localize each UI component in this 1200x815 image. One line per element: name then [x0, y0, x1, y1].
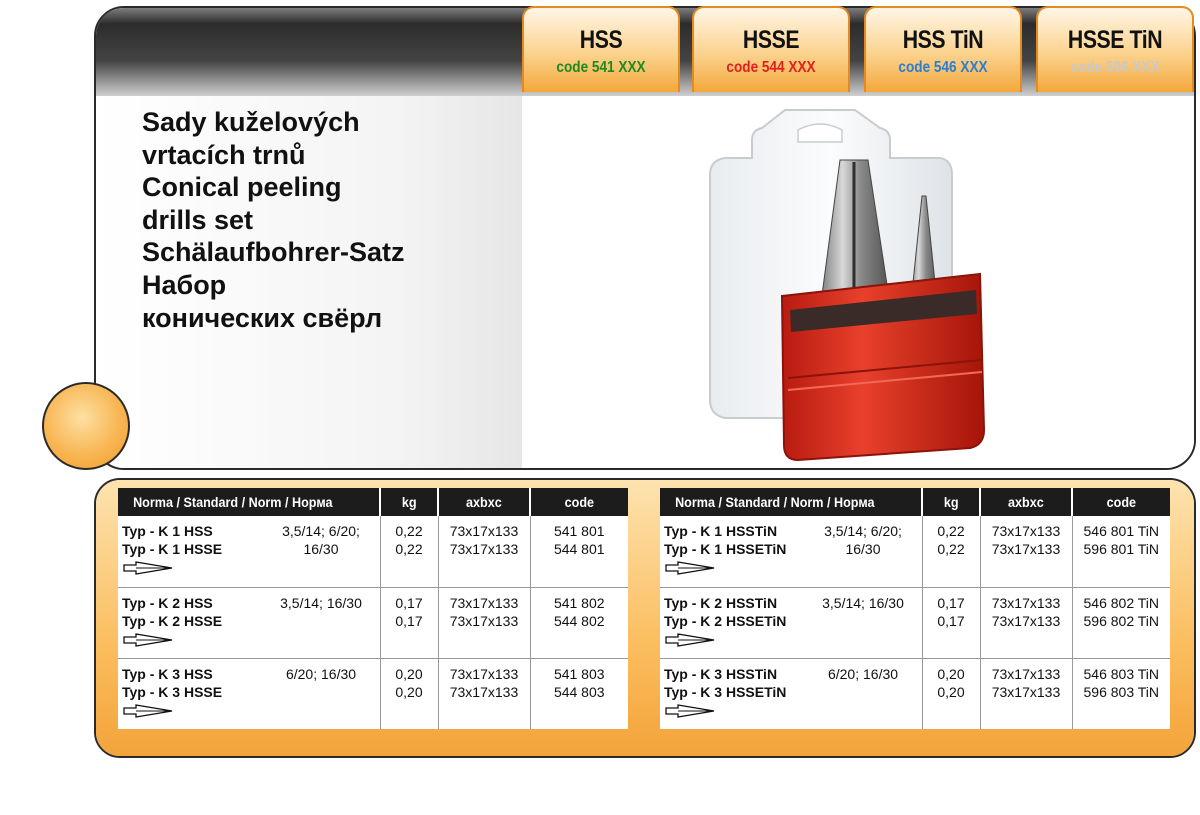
type-name: Typ - K 2 HSS: [122, 594, 213, 611]
table-row: [118, 516, 628, 587]
code-value: 544 803: [553, 683, 605, 700]
tab-code: code 544 XXX: [726, 59, 816, 76]
code-cell: [1072, 516, 1170, 587]
code-value: 541 801: [553, 523, 605, 539]
tab-hsse[interactable]: [692, 6, 850, 92]
col-header-code: code: [530, 488, 628, 516]
specs-table-left: [118, 488, 628, 729]
dimensions-value: 73x17x133: [449, 523, 519, 539]
code-cell: [530, 658, 628, 729]
title-line: Sady kuželových: [142, 107, 360, 137]
col-header-kg: kg: [380, 488, 438, 516]
weight-value: 0,17: [395, 612, 423, 629]
code-value: 596 802 TiN: [1083, 612, 1159, 629]
code-cell: [1072, 587, 1170, 658]
tab-name: HSSE TiN: [1067, 26, 1163, 54]
conical-drill-icon: [122, 632, 174, 648]
weight-value: 0,22: [937, 523, 965, 539]
tab-code: code 596 XXX: [1070, 59, 1160, 76]
weight-cell: [922, 516, 980, 587]
diameter-range: 3,5/14; 6/20; 16/30: [282, 523, 360, 557]
type-name: Typ - K 3 HSSETiN: [664, 683, 787, 700]
weight-value: 0,17: [395, 594, 423, 611]
title-line: vrtacích trnů: [142, 139, 306, 170]
diameter-range: 3,5/14; 6/20; 16/30: [824, 523, 902, 557]
type-name: Typ - K 3 HSSE: [122, 683, 223, 700]
code-value: 546 801 TiN: [1083, 523, 1159, 539]
code-value: 541 802: [553, 594, 605, 611]
type-cell: [118, 658, 380, 729]
code-value: 541 803: [553, 665, 605, 682]
dimensions-value: 73x17x133: [449, 594, 519, 611]
weight-value: 0,20: [937, 665, 965, 682]
dimensions-value: 73x17x133: [991, 594, 1061, 611]
col-header-norm: Norma / Standard / Norm / Норма: [118, 488, 380, 516]
weight-cell: [922, 658, 980, 729]
weight-value: 0,20: [395, 683, 423, 700]
weight-cell: [380, 658, 438, 729]
tab-hsse-tin[interactable]: [1036, 6, 1194, 92]
conical-drill-icon: [122, 703, 174, 719]
specs-table-right: [660, 488, 1170, 729]
type-cell: [660, 658, 922, 729]
type-cell: [660, 587, 922, 658]
type-name: Typ - K 1 HSSETiN: [664, 541, 787, 557]
type-name: Typ - K 2 HSSETiN: [664, 612, 787, 629]
table-row: [118, 658, 628, 729]
code-value: 546 803 TiN: [1083, 665, 1159, 682]
type-name: Typ - K 1 HSSE: [122, 541, 223, 557]
type-name: Typ - K 1 HSSTiN: [664, 523, 778, 539]
tab-code: code 541 XXX: [556, 59, 646, 76]
dimensions-cell: [980, 658, 1072, 729]
dimensions-value: 73x17x133: [991, 612, 1061, 629]
type-name: Typ - K 3 HSS: [122, 665, 213, 682]
code-value: 596 801 TiN: [1083, 541, 1159, 557]
specs-card: [94, 478, 1196, 758]
diameter-range: 3,5/14; 16/30: [822, 594, 904, 611]
type-name: Typ - K 2 HSSTiN: [664, 594, 778, 611]
dimensions-value: 73x17x133: [991, 665, 1061, 682]
type-cell: [118, 587, 380, 658]
table-row: [660, 587, 1170, 658]
weight-cell: [922, 587, 980, 658]
title-line: конических свёрл: [142, 302, 383, 333]
weight-cell: [380, 516, 438, 587]
col-header-dims: axbxc: [438, 488, 530, 516]
type-name: Typ - K 2 HSSE: [122, 612, 223, 629]
code-cell: [530, 516, 628, 587]
orange-badge: [42, 382, 130, 470]
tab-name: HSS TiN: [902, 26, 984, 54]
weight-value: 0,20: [937, 683, 965, 700]
table-row: [660, 516, 1170, 587]
weight-value: 0,22: [937, 541, 965, 557]
diameter-range: 6/20; 16/30: [827, 665, 899, 682]
tab-name: HSSE: [742, 26, 800, 54]
weight-value: 0,17: [937, 612, 965, 629]
table-row: [660, 658, 1170, 729]
dimensions-value: 73x17x133: [449, 683, 519, 700]
dimensions-cell: [438, 587, 530, 658]
title-line: Conical peeling: [142, 172, 342, 203]
conical-drill-icon: [664, 703, 716, 719]
type-cell: [660, 516, 922, 587]
tab-code: code 546 XXX: [898, 59, 988, 76]
weight-value: 0,22: [395, 541, 423, 557]
col-header-code: code: [1072, 488, 1170, 516]
type-name: Typ - K 3 HSSTiN: [664, 665, 778, 682]
diameter-range: 6/20; 16/30: [285, 665, 357, 682]
col-header-norm: Norma / Standard / Norm / Норма: [660, 488, 922, 516]
conical-drill-icon: [122, 560, 174, 576]
dimensions-cell: [438, 658, 530, 729]
type-cell: [118, 516, 380, 587]
title-line: Schälaufbohrer-Satz: [142, 237, 405, 268]
type-name: Typ - K 1 HSS: [122, 523, 213, 539]
conical-drill-icon: [664, 560, 716, 576]
dimensions-cell: [438, 516, 530, 587]
dimensions-value: 73x17x133: [449, 665, 519, 682]
col-header-dims: axbxc: [980, 488, 1072, 516]
table-row: [118, 587, 628, 658]
tab-hss[interactable]: [522, 6, 680, 92]
dimensions-value: 73x17x133: [449, 541, 519, 557]
code-value: 544 801: [553, 541, 605, 557]
diameter-range: 3,5/14; 16/30: [280, 594, 362, 611]
weight-value: 0,20: [395, 665, 423, 682]
product-title: [142, 106, 405, 334]
weight-value: 0,22: [395, 523, 423, 539]
weight-cell: [380, 587, 438, 658]
dimensions-cell: [980, 516, 1072, 587]
col-header-kg: kg: [922, 488, 980, 516]
dimensions-cell: [980, 587, 1072, 658]
code-value: 546 802 TiN: [1083, 594, 1159, 611]
dimensions-value: 73x17x133: [991, 541, 1061, 557]
title-line: drills set: [142, 204, 254, 235]
code-value: 544 802: [553, 612, 605, 629]
product-image: [690, 100, 1020, 465]
code-cell: [1072, 658, 1170, 729]
dimensions-value: 73x17x133: [991, 683, 1061, 700]
code-cell: [530, 587, 628, 658]
dimensions-value: 73x17x133: [449, 612, 519, 629]
dimensions-value: 73x17x133: [991, 523, 1061, 539]
tab-hss-tin[interactable]: [864, 6, 1022, 92]
title-line: Набор: [142, 269, 227, 300]
conical-drill-icon: [664, 632, 716, 648]
weight-value: 0,17: [937, 594, 965, 611]
code-value: 596 803 TiN: [1083, 683, 1159, 700]
tab-name: HSS: [579, 26, 623, 54]
